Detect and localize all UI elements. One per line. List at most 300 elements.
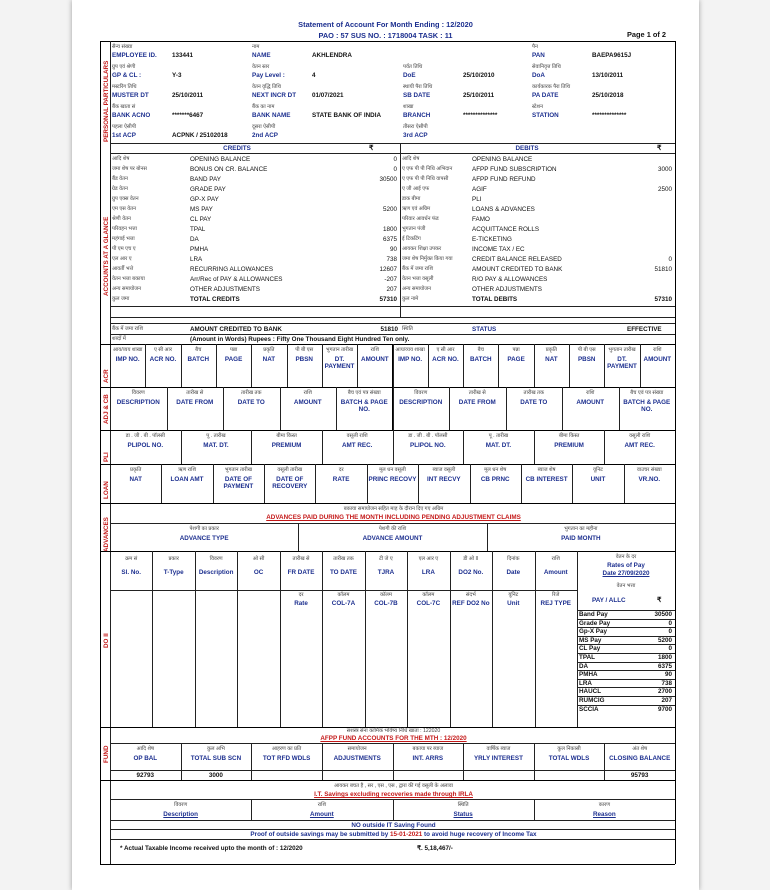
personal-field-value: **************: [592, 112, 627, 119]
credit-row-amount: 0: [393, 166, 397, 173]
do2-subheader-hi: रिजे: [552, 592, 560, 598]
it-header: Amount: [309, 811, 334, 818]
adj-header: BATCH & PAGE NO.: [623, 399, 671, 413]
personal-field-label: 2nd ACP: [252, 132, 279, 139]
advances-header-hi: भुगतान का महीना: [564, 526, 598, 532]
debit-row-label: CREDIT BALANCE RELEASED: [472, 256, 562, 263]
rate-label: MS Pay: [579, 636, 602, 644]
fund-header-hi: आहरण का प्रति: [271, 746, 302, 752]
statement-sheet: [72, 0, 699, 890]
personal-field-value: **************: [463, 112, 498, 119]
adj-header: DATE TO: [237, 399, 265, 406]
do2-subheader: COL-7A: [331, 600, 356, 607]
taxable-income-value: ₹. 5,18,467/-: [417, 845, 453, 852]
personal-field-label-hi: दूसरा ऐसीपी: [252, 124, 276, 130]
fund-header: INT. ARRS: [412, 755, 444, 762]
loan-header: UNIT: [590, 476, 606, 483]
fund-header-hi: वार्षिक ब्याज: [486, 746, 511, 752]
credit-row-label-hi: कुल जमा: [112, 296, 130, 302]
debit-row-label: OTHER ADJUSTMENTS: [472, 286, 542, 293]
adj-header-hi: राशि: [586, 390, 595, 396]
personal-field-label-hi: शाखा: [403, 104, 414, 110]
personal-field-label-hi: पहला ऐसीपी: [112, 124, 137, 130]
fund-header: TOTAL SUB SCN: [190, 755, 242, 762]
do2-header-hi: क्रम सं: [125, 556, 138, 562]
section-label-adj: ADJ & CB: [103, 394, 110, 424]
credit-row-amount: 12607: [379, 266, 397, 273]
advances-title-hi: बकाया समायोजन सहित माह के दौरान दिए गए अग्रिम: [343, 506, 444, 512]
loan-header-hi: ब्याज वसूली: [432, 467, 456, 473]
debit-row-label-hi: कुल नामे: [402, 296, 419, 302]
loan-header: NAT: [129, 476, 142, 483]
acr-header: NAT: [545, 356, 558, 363]
do2-subheader-hi: कॉलम: [337, 592, 350, 598]
credit-row-label: CL PAY: [190, 216, 212, 223]
rate-label: HAUCL: [579, 688, 602, 696]
do2-subheader: REF DO2 No: [452, 600, 490, 607]
it-header-hi: स्थिति: [457, 802, 469, 808]
pli-header: PREMIUM: [554, 442, 584, 449]
debits-header: DEBITS: [515, 145, 539, 152]
rate-value: 5200: [657, 636, 672, 644]
personal-field-label-hi: कार्यकारक पैरा तिथि: [532, 84, 571, 90]
debit-row-label: ACQUITTANCE ROLLS: [472, 226, 540, 233]
acr-header-hi: राशि: [653, 347, 662, 353]
loan-header-hi: यूनिट: [593, 467, 603, 473]
pli-header: MAT. DT.: [485, 442, 512, 449]
acr-header-hi: बैच: [477, 347, 484, 353]
personal-field-value: 13/10/2011: [592, 72, 624, 79]
status-label-hi: स्थिति: [402, 326, 413, 332]
pli-header-hi: वसूली राशि: [346, 433, 368, 439]
rates-sub-hi: वेतन भत्ता: [616, 583, 636, 589]
advances-header-hi: पेशगी की राशि: [378, 526, 407, 532]
rate-value: 9700: [657, 705, 672, 713]
rate-label: LRA: [579, 679, 592, 687]
acr-header: DT. PAYMENT: [324, 356, 355, 370]
fund-header: TOT RFD WDLS: [262, 755, 311, 762]
debit-row-label: AGIF: [472, 186, 487, 193]
rates-title-hi: वेतन के दर: [615, 554, 637, 560]
debit-row-label: AMOUNT CREDITED TO BANK: [472, 266, 563, 273]
pli-header-hi: बीमा किस्त: [558, 433, 580, 439]
do2-subheader: Unit: [507, 600, 520, 607]
do2-subheader: Rate: [294, 600, 308, 607]
acr-header: AMOUNT: [361, 356, 389, 363]
rate-value: 738: [661, 679, 672, 687]
acr-header-hi: आय/व्यय शाखा: [395, 347, 425, 353]
rates-sub: PAY / ALLC: [592, 597, 626, 604]
rate-label: CL Pay: [579, 645, 601, 653]
debit-row-label-hi: ई टिकटिंग: [402, 236, 421, 242]
section-label-personal: PERSONAL PARTICULARS: [103, 60, 110, 142]
status-label: STATUS: [472, 326, 497, 333]
acr-header-hi: ए सी आर: [153, 347, 172, 353]
personal-field-label-hi: पैन: [532, 44, 538, 50]
acr-header-hi: पन्ना: [512, 347, 520, 353]
amount-in-words: (Amount in Words) Rupees : Fifty One Thousand Eight Hundred Ten only.: [190, 336, 410, 343]
credit-row-label-hi: परिवहन भत्ता: [112, 226, 137, 232]
loan-header: DATE OF RECOVERY: [272, 476, 308, 490]
debit-row-label-hi: जमा शेष निर्मुक्त किया गया: [402, 256, 453, 262]
rupee-sign-credits: ₹: [369, 145, 374, 152]
pli-header-hi: पू . तारीख: [206, 433, 226, 439]
fund-title-hi: सशस्त्र सेना कार्मिक भविष्य निधि खाता : 122020: [346, 728, 441, 734]
acr-header-hi: पी बी एस: [577, 347, 596, 353]
credits-header: CREDITS: [223, 145, 251, 152]
loan-header: VR.NO.: [638, 476, 661, 483]
personal-field-value: BAEPA9615J: [592, 52, 632, 59]
acr-header: NAT: [262, 356, 276, 363]
rate-value: 6375: [657, 662, 672, 670]
personal-field-label-hi: ग्रुप एवं श्रेणी: [112, 64, 136, 70]
credit-row-label: MS PAY: [190, 206, 213, 213]
fund-value: 92793: [136, 772, 155, 779]
credit-row-amount: 90: [389, 246, 397, 253]
personal-field-label: EMPLOYEE ID.: [112, 52, 157, 59]
adj-header: DATE FROM: [458, 399, 496, 406]
fund-header-hi: समायोजन: [347, 746, 367, 752]
personal-field-label: Pay Level :: [252, 72, 285, 79]
rate-value: 30500: [654, 611, 672, 618]
credit-row-amount: 30500: [379, 176, 397, 183]
personal-field-label-hi: बैंक का नाम: [252, 104, 275, 110]
rates-date: Date 27/09/2020: [602, 570, 650, 577]
do2-header-hi: तारीख तक: [333, 556, 354, 562]
loan-header-hi: ऋण राशि: [178, 467, 197, 473]
personal-field-value: 25/10/2010: [463, 72, 495, 79]
credit-row-label: GRADE PAY: [190, 186, 226, 193]
do2-subheader: COL-7C: [416, 600, 441, 607]
credit-row-label-hi: श्रेणी वेतन: [112, 216, 131, 222]
acr-header-hi: भुगतान तारीख: [325, 347, 354, 353]
debit-row-label-hi: ए एफ पी पी निधि अभिदान: [402, 166, 453, 172]
fund-value: 95793: [630, 772, 649, 779]
rate-label: PMHA: [579, 671, 598, 679]
personal-field-value: ACPNK / 25102018: [172, 132, 228, 139]
debit-row-label: INCOME TAX / EC: [472, 246, 525, 253]
do2-header: FR DATE: [287, 569, 315, 576]
personal-field-value: STATE BANK OF INDIA: [312, 112, 382, 119]
fund-header-hi: अंत शेष: [632, 746, 648, 752]
adj-header-hi: विवरण: [414, 390, 428, 396]
credit-row-label-hi: आवर्ती भत्ते: [112, 266, 134, 272]
debit-row-amount: 2500: [657, 186, 672, 193]
pli-header-hi: डा . जी . बी . पॉलसी: [408, 433, 448, 439]
personal-field-label: MUSTER DT: [112, 92, 149, 99]
it-title-hi: आयकर बचत है , सर , एस , एस , द्वारा की गई वसूली के अलावा: [333, 783, 454, 789]
it-header: Status: [453, 811, 473, 818]
loan-header-hi: मूल धन वसूली: [379, 467, 406, 473]
fund-header-hi: कुल निकासी: [557, 746, 581, 752]
adj-header: DATE FROM: [176, 399, 214, 406]
fund-value: 3000: [208, 772, 223, 779]
debit-row-label: TOTAL DEBITS: [472, 296, 518, 303]
personal-field-value: 25/10/2018: [592, 92, 624, 99]
fund-header-hi: आदि शेष: [136, 746, 154, 752]
rate-value: 90: [664, 671, 672, 679]
do2-subheader: REJ TYPE: [540, 600, 571, 607]
personal-field-label: GP & CL :: [112, 72, 142, 79]
statement-title: Statement of Account For Month Ending : 12/2020: [298, 20, 473, 29]
personal-field-label: NAME: [252, 52, 271, 59]
loan-header-hi: मूल धन शेष: [484, 467, 507, 473]
personal-field-label-hi: नाम: [252, 44, 260, 50]
personal-field-label: DoE: [403, 72, 416, 79]
credit-row-amount: -207: [384, 276, 397, 283]
pli-header: AMT REC.: [624, 442, 655, 449]
credit-row-label: GP-X PAY: [190, 196, 219, 203]
credit-row-amount: 57310: [379, 296, 397, 303]
advances-header: ADVANCE TYPE: [179, 535, 229, 542]
debit-row-label-hi: वेतन भत्ता वसूली: [402, 276, 434, 282]
loan-header: RATE: [332, 476, 350, 483]
do2-header: DO2 No.: [458, 569, 484, 576]
debit-row-label: PLI: [472, 196, 482, 203]
acr-header-hi: राशि: [370, 347, 380, 353]
debit-row-label: FAMO: [472, 216, 490, 223]
personal-field-label: PAN: [532, 52, 545, 59]
rates-rupee: ₹: [657, 597, 662, 604]
rate-label: TPAL: [579, 654, 595, 661]
do2-header-hi: राशि: [551, 556, 560, 562]
adj-header-hi: बैच एवं पत्र संख्या: [347, 390, 381, 396]
rate-value: 2700: [657, 688, 672, 696]
personal-field-label: 1st ACP: [112, 132, 136, 139]
personal-field-label-hi: पर्वत तिथि: [403, 64, 423, 70]
rate-label: DA: [579, 662, 589, 670]
it-title: I.T. Savings excluding recoveries made through IRLA: [314, 791, 473, 798]
fund-header: CLOSING BALANCE: [609, 755, 671, 762]
debit-row-label: R/O PAY & ALLOWANCES: [472, 276, 548, 283]
personal-field-label: DoA: [532, 72, 545, 79]
acr-header: BATCH: [187, 356, 210, 363]
personal-field-label: BRANCH: [403, 112, 431, 119]
it-header-hi: राशि: [317, 802, 327, 808]
rupee-sign-debits: ₹: [657, 145, 662, 152]
acr-header-hi: ए सी आर: [436, 347, 455, 353]
pli-header-hi: पू . तारीख: [488, 433, 509, 439]
debit-row-amount: 51810: [654, 266, 672, 273]
credit-row-label-hi: बैंड वेतन: [112, 176, 128, 182]
section-label-loan: LOAN: [103, 481, 110, 499]
credit-row-label: BONUS ON CR. BALANCE: [190, 166, 268, 173]
pli-header: PLIPOL NO.: [127, 442, 164, 449]
adj-header-hi: तारीख से: [186, 390, 204, 396]
pli-header-hi: डा . जी . बी . पॉलसी: [125, 433, 165, 439]
debit-row-label-hi: अन्य समायोजन: [402, 286, 431, 292]
section-label-accounts: ACCOUNTS AT A GLANCE: [103, 216, 110, 296]
loan-header: CB PRNC: [480, 476, 510, 483]
credit-row-label: OTHER ADJUSTMENTS: [190, 286, 260, 293]
acr-header: ACR NO.: [149, 356, 177, 363]
personal-field-value: 133441: [172, 52, 194, 59]
rate-value: 207: [661, 697, 672, 704]
debit-row-label: E-TICKETING: [472, 236, 512, 243]
fund-header-hi: बकाया पर ब्याज: [412, 746, 444, 752]
debit-row-label-hi: ए एफ पी पी निधि वापसी: [402, 176, 449, 182]
pli-header: AMT REC.: [341, 442, 373, 449]
adj-header-hi: विवरण: [131, 390, 145, 396]
debit-row-label-hi: बैंक में जमा राशि: [402, 266, 434, 272]
do2-header: TO DATE: [329, 569, 358, 576]
do2-subheader-hi: संदर्भ: [465, 592, 476, 598]
acr-header-hi: प्रकृति: [263, 347, 275, 353]
debit-row-amount: 0: [668, 256, 672, 263]
credit-row-label-hi: अन्य समायोजन: [112, 286, 141, 292]
acr-header: PAGE: [224, 356, 243, 363]
loan-header-hi: दर: [338, 467, 344, 473]
personal-field-label: SB DATE: [403, 92, 431, 99]
do2-header: Description: [198, 569, 234, 576]
personal-field-label-hi: स्थायी पैरा तिथि: [403, 84, 433, 90]
personal-field-label-hi: वेतन वृद्धि तिथि: [252, 84, 281, 90]
credit-row-label-hi: जमा शेष पर बोनस: [112, 166, 147, 172]
adj-header: AMOUNT: [576, 399, 605, 406]
acr-header: DT. PAYMENT: [607, 356, 637, 370]
it-header-hi: विवरण: [174, 802, 188, 808]
personal-field-value: 25/10/2011: [172, 92, 204, 99]
do2-subheader-hi: यूनिट: [508, 592, 519, 598]
fund-header: OP BAL: [133, 755, 158, 762]
adj-header-hi: राशि: [303, 390, 312, 396]
advances-title: ADVANCES PAID DURING THE MONTH INCLUDING PENDING ADJUSTMENT CLAIMS: [266, 514, 521, 521]
credit-row-amount: 738: [386, 256, 397, 263]
section-label-do2: DO II: [103, 633, 110, 648]
adj-header: DESCRIPTION: [399, 399, 443, 406]
credit-row-label-hi: ग्रेड वेतन: [112, 186, 128, 192]
adj-header: DATE TO: [520, 399, 548, 406]
fund-header-hi: कुल अभि: [206, 746, 225, 752]
acr-header: ACR NO.: [432, 356, 459, 363]
acr-header: PAGE: [507, 356, 525, 363]
adj-header-hi: बैच एवं पत्र संख्या: [630, 390, 664, 396]
do2-subheader-hi: कॉलम: [379, 592, 392, 598]
do2-header-hi: विवरण: [209, 556, 223, 562]
personal-field-label-hi: सेवानिवृत्त तिथि: [532, 64, 561, 70]
credit-row-label: TPAL: [190, 226, 206, 233]
credit-row-label: Arr/Rec of PAY & ALLOWANCES: [190, 276, 283, 283]
personal-field-label: PA DATE: [532, 92, 559, 99]
adj-header-hi: तारीख तक: [241, 390, 262, 396]
pli-header: MAT. DT.: [203, 442, 229, 449]
loan-header: INT RECVY: [427, 476, 461, 483]
personal-field-label: NEXT INCR DT: [252, 92, 297, 99]
rate-value: 0: [668, 628, 672, 636]
it-header: Description: [163, 811, 198, 818]
amount-credited-value: 51810: [380, 326, 398, 333]
do2-header: T-Type: [163, 569, 184, 576]
do2-header-hi: प्रकार: [168, 556, 179, 562]
personal-field-value: AKHLENDRA: [312, 52, 352, 59]
rate-value: 0: [668, 645, 672, 653]
rate-label: Gp-X Pay: [579, 628, 607, 636]
acr-header: IMP NO.: [115, 356, 140, 363]
loan-header-hi: वसूली तारीख: [277, 467, 303, 473]
credit-row-label: OPENING BALANCE: [190, 156, 251, 163]
do2-header: LRA: [421, 569, 435, 576]
fund-header: ADJUSTMENTS: [333, 755, 381, 762]
acr-header: BATCH: [469, 356, 492, 363]
loan-header: LOAN AMT: [170, 476, 204, 483]
do2-subheader: COL-7B: [374, 600, 398, 607]
do2-subheader-hi: कॉलम: [422, 592, 435, 598]
fund-title: AFPP FUND ACCOUNTS FOR THE MTH : 12/2020: [320, 735, 467, 742]
pli-header-hi: बीमा किस्त: [276, 433, 297, 439]
credit-row-label: LRA: [190, 256, 203, 263]
debit-row-label: AFPP FUND SUBSCRIPTION: [472, 166, 557, 173]
debit-row-label-hi: परिवार आवर्धन फंड: [402, 216, 439, 222]
adj-header-hi: तारीख से: [468, 390, 486, 396]
credit-row-label: DA: [190, 236, 199, 243]
adj-header: DESCRIPTION: [116, 399, 160, 406]
credit-row-amount: 5200: [382, 206, 397, 213]
credit-row-label-hi: महंगाई भत्ता: [112, 236, 135, 242]
debit-row-label-hi: भुगतान पंजी: [402, 226, 426, 232]
adj-header-hi: तारीख तक: [523, 390, 544, 396]
section-label-pli: PLI: [103, 452, 110, 462]
loan-header: PRINC RECOVY: [368, 476, 417, 483]
loan-header-hi: ब्याज शेष: [537, 467, 556, 473]
personal-field-label-hi: सैन्य संख्या: [112, 44, 133, 50]
credit-row-label-hi: ग्रुप एक्स वेतन: [112, 196, 139, 202]
statement-subtitle: PAO : 57 SUS NO. : 1718004 TASK : 11: [318, 31, 453, 40]
do2-header-hi: ओ सी: [252, 556, 265, 562]
credit-row-label: PMHA: [190, 246, 209, 253]
do2-header: Sl. No.: [121, 569, 142, 576]
credit-row-label-hi: वेतन भत्ता बकाया: [112, 276, 145, 282]
acr-header: IMP NO.: [398, 356, 423, 363]
personal-field-label: 3rd ACP: [403, 132, 428, 139]
credit-row-amount: 0: [393, 156, 397, 163]
adj-header: BATCH & PAGE NO.: [340, 399, 388, 413]
debit-row-label-hi: आदि शेष: [402, 156, 420, 162]
personal-field-label-hi: बैंक खाता सं: [112, 104, 136, 110]
debit-row-amount: 57310: [654, 296, 672, 303]
taxable-income-label: * Actual Taxable Income received upto the month of : 12/2020: [120, 845, 303, 852]
acr-header: AMOUNT: [643, 356, 672, 363]
rate-value: 0: [668, 619, 672, 627]
rate-label: Band Pay: [579, 611, 608, 618]
personal-field-label-hi: तीसरा ऐसीपी: [403, 124, 428, 130]
amount-credited-label: AMOUNT CREDITED TO BANK: [190, 326, 282, 333]
debit-row-label: OPENING BALANCE: [472, 156, 533, 163]
fund-header: YRLY INTEREST: [473, 755, 523, 762]
debit-row-label-hi: ऋण एवं अग्रिम: [402, 206, 431, 212]
personal-field-label-hi: वेतन स्तर: [252, 64, 270, 70]
debit-row-label-hi: डाक बीमा: [402, 196, 421, 202]
do2-header-hi: तारीख से: [292, 556, 310, 562]
do2-header-hi: डी ओ II: [463, 556, 479, 562]
it-header: Reason: [593, 811, 616, 818]
pli-header: PREMIUM: [271, 442, 302, 449]
rate-label: Grade Pay: [579, 619, 611, 627]
credit-row-label: TOTAL CREDITS: [190, 296, 240, 303]
personal-field-label-hi: स्टेशन: [532, 104, 544, 110]
loan-header: CB INTEREST: [525, 476, 568, 483]
do2-subheader-hi: दर: [298, 592, 304, 598]
do2-header: TJRA: [377, 569, 395, 576]
pli-header: PLIPOL NO.: [410, 442, 446, 449]
section-label-fund: FUND: [103, 745, 110, 763]
loan-header-hi: प्रकृति: [130, 467, 142, 473]
personal-field-value: *******6467: [172, 112, 204, 119]
adj-header: AMOUNT: [293, 399, 322, 406]
acr-header-hi: बैच: [195, 347, 202, 353]
advances-header-hi: पेशगी का प्रकार: [189, 526, 219, 532]
credit-row-label-hi: पी एम एच ए: [112, 246, 136, 252]
acr-header-hi: पी बी एस: [295, 347, 314, 353]
